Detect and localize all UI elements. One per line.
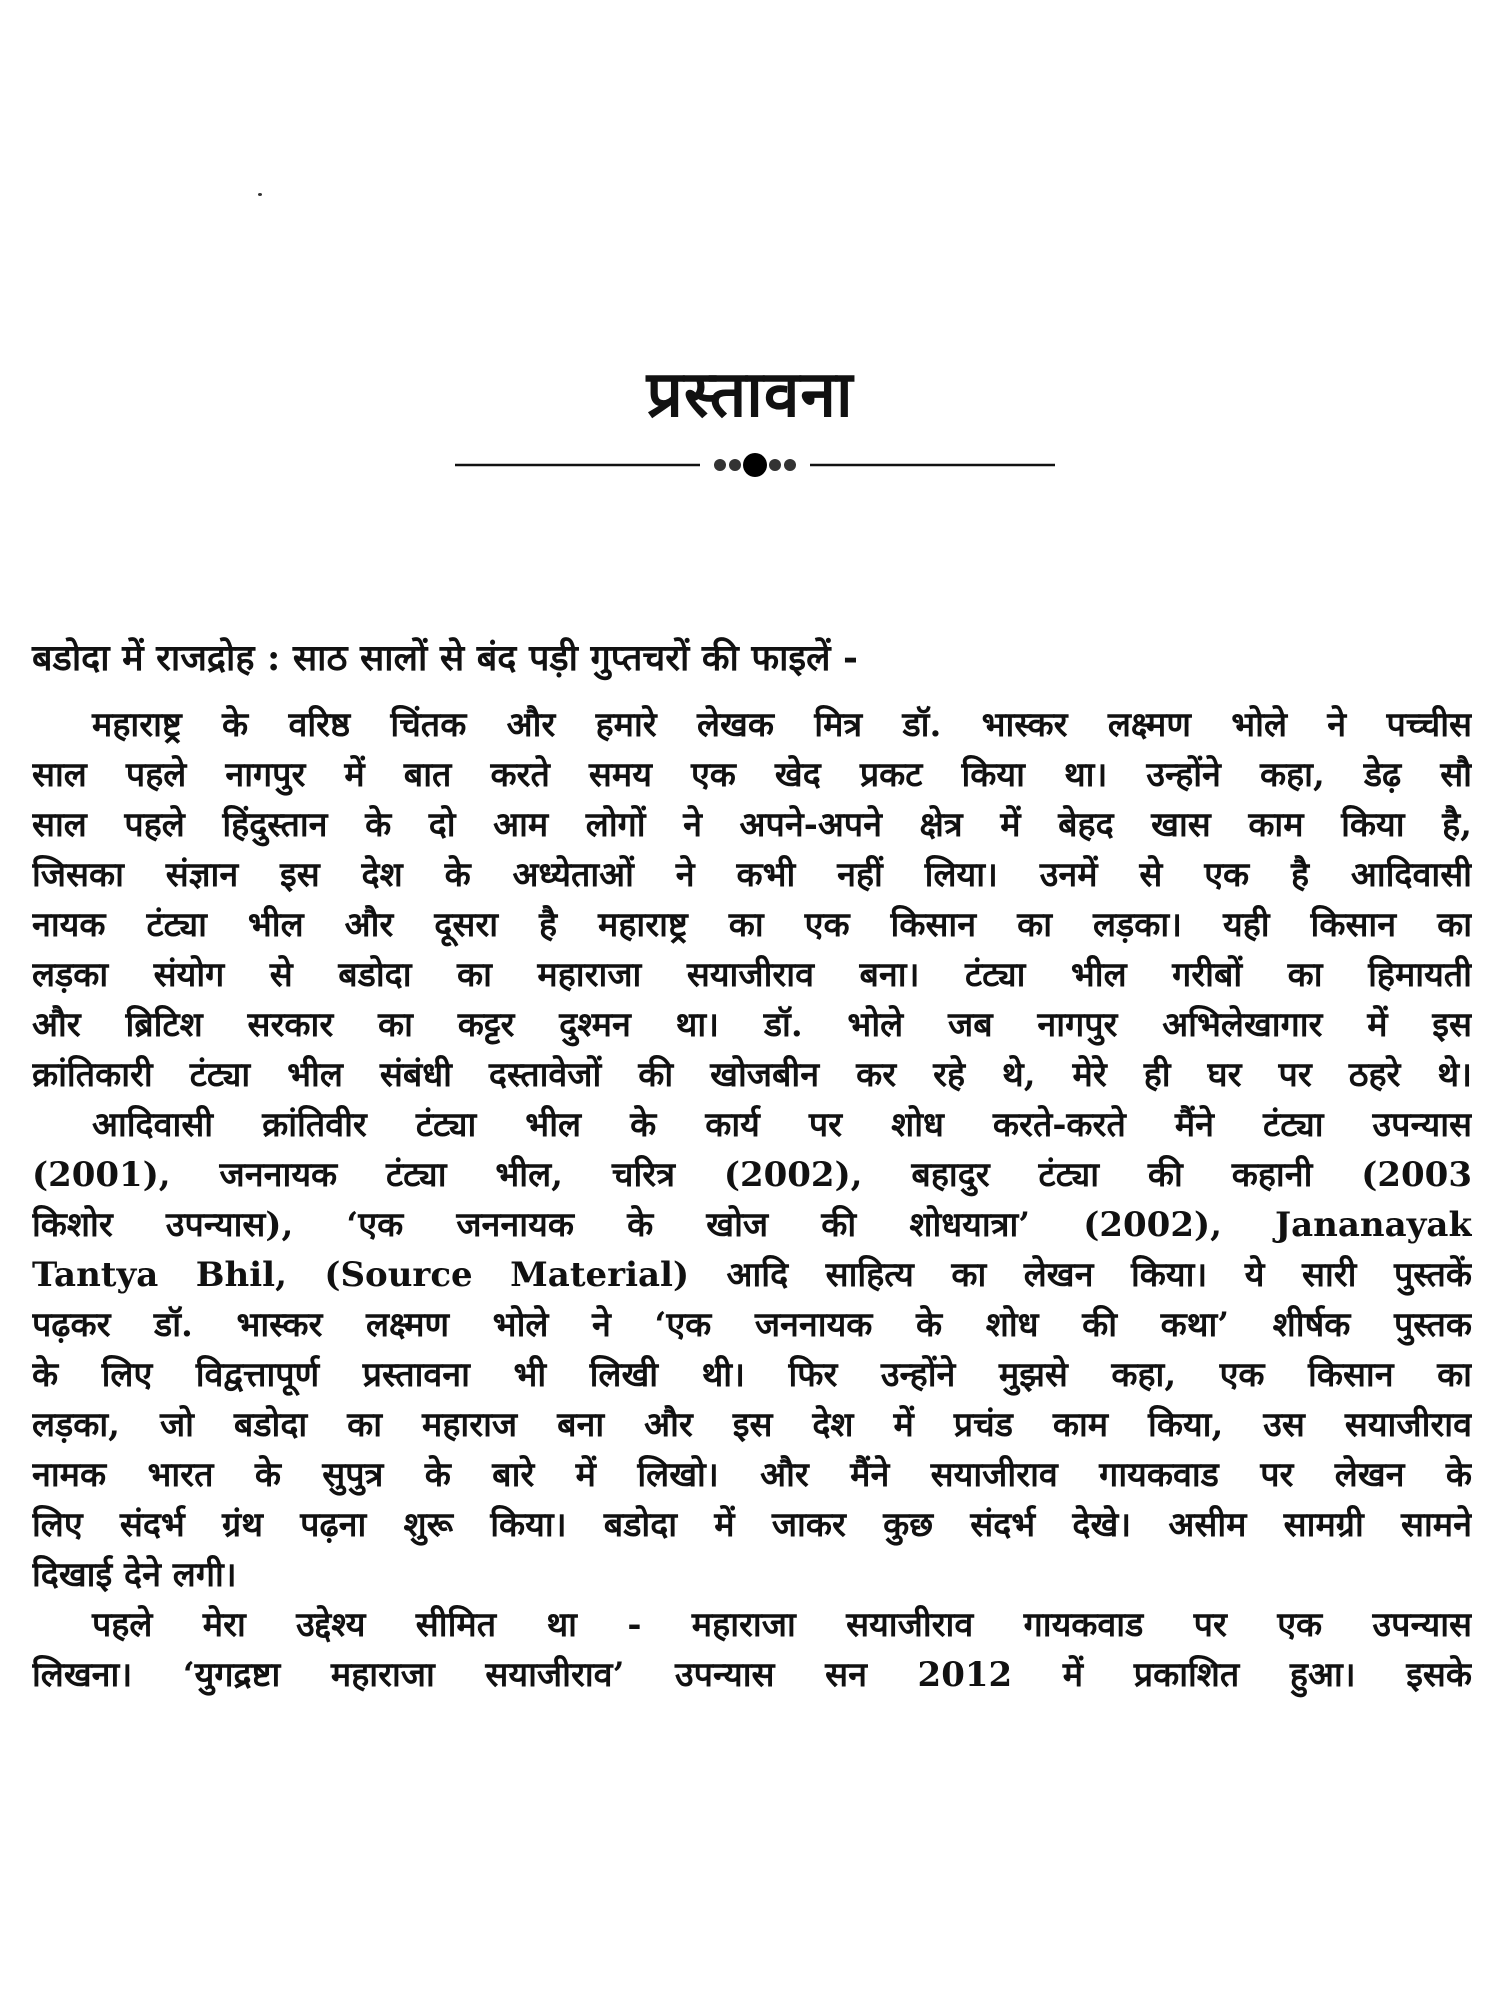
text-line: नायक टंट्या भील और दूसरा है महाराष्ट्र का एक किसान का लड़का। यही किसान का [32, 905, 1472, 945]
text-line: आदिवासी क्रांतिवीर टंट्या भील के कार्य पर शोध करते-करते मैंने टंट्या उपन्यास [92, 1105, 1472, 1145]
divider-right-dot [784, 459, 796, 471]
text-line: लिखना। ‘युगद्रष्टा महाराजा सयाजीराव’ उपन्यास सन 2012 में प्रकाशित हुआ। इसके [32, 1655, 1472, 1695]
text-line: पढ़कर डॉ. भास्कर लक्ष्मण भोले ने ‘एक जननायक के शोध की कथा’ शीर्षक पुस्तक [32, 1305, 1472, 1345]
text-line: (2001), जननायक टंट्या भील, चरित्र (2002), बहादुर टंट्या की कहानी (2003 [32, 1155, 1472, 1195]
text-line: और ब्रिटिश सरकार का कट्टर दुश्मन था। डॉ. भोले जब नागपुर अभिलेखागार में इस [32, 1005, 1472, 1045]
text-line: पहले मेरा उद्देश्य सीमित था - महाराजा सयाजीराव गायकवाड पर एक उपन्यास [92, 1605, 1472, 1645]
ornamental-divider [455, 450, 1055, 480]
divider-left-inner-dot [729, 459, 741, 471]
body-text [32, 700, 1472, 1700]
text-line: Tantya Bhil, (Source Material) आदि साहित्य का लेखन किया। ये सारी पुस्तकें [32, 1255, 1472, 1295]
text-line: साल पहले नागपुर में बात करते समय एक खेद प्रकट किया था। उन्होंने कहा, डेढ़ सौ [32, 755, 1472, 795]
text-line: के लिए विद्वत्तापूर्ण प्रस्तावना भी लिखी थी। फिर उन्होंने मुझसे कहा, एक किसान का [32, 1355, 1472, 1395]
section-subheading: बडोदा में राजद्रोह : साठ सालों से बंद पड़ी गुप्तचरों की फाइलें - [32, 637, 858, 679]
text-line: साल पहले हिंदुस्तान के दो आम लोगों ने अपने-अपने क्षेत्र में बेहद खास काम किया है, [32, 805, 1472, 845]
text-line: महाराष्ट्र के वरिष्ठ चिंतक और हमारे लेखक मित्र डॉ. भास्कर लक्ष्मण भोले ने पच्चीस [92, 705, 1472, 745]
page-title: प्रस्तावना [646, 356, 854, 432]
text-line: लिए संदर्भ ग्रंथ पढ़ना शुरू किया। बडोदा में जाकर कुछ संदर्भ देखे। असीम सामग्री सामने [32, 1505, 1472, 1545]
text-line: किशोर उपन्यास), ‘एक जननायक के खोज की शोधयात्रा’ (2002), Jananayak [32, 1205, 1472, 1245]
text-line: लड़का संयोग से बडोदा का महाराजा सयाजीराव बना। टंट्या भील गरीबों का हिमायती [32, 955, 1472, 995]
text-line: दिखाई देने लगी। [32, 1555, 237, 1595]
text-line: लड़का, जो बडोदा का महाराज बना और इस देश में प्रचंड काम किया, उस सयाजीराव [32, 1405, 1472, 1445]
divider-center-dot [743, 453, 767, 477]
text-line: क्रांतिकारी टंट्या भील संबंधी दस्तावेजों की खोजबीन कर रहे थे, मेरे ही घर पर ठहरे थे। [32, 1055, 1472, 1095]
scan-speck [258, 193, 262, 196]
divider-left-dot [714, 459, 726, 471]
text-line: नामक भारत के सुपुत्र के बारे में लिखो। और मैंने सयाजीराव गायकवाड पर लेखन के [32, 1455, 1472, 1495]
text-line: जिसका संज्ञान इस देश के अध्येताओं ने कभी नहीं लिया। उनमें से एक है आदिवासी [32, 855, 1472, 895]
divider-right-inner-dot [769, 459, 781, 471]
